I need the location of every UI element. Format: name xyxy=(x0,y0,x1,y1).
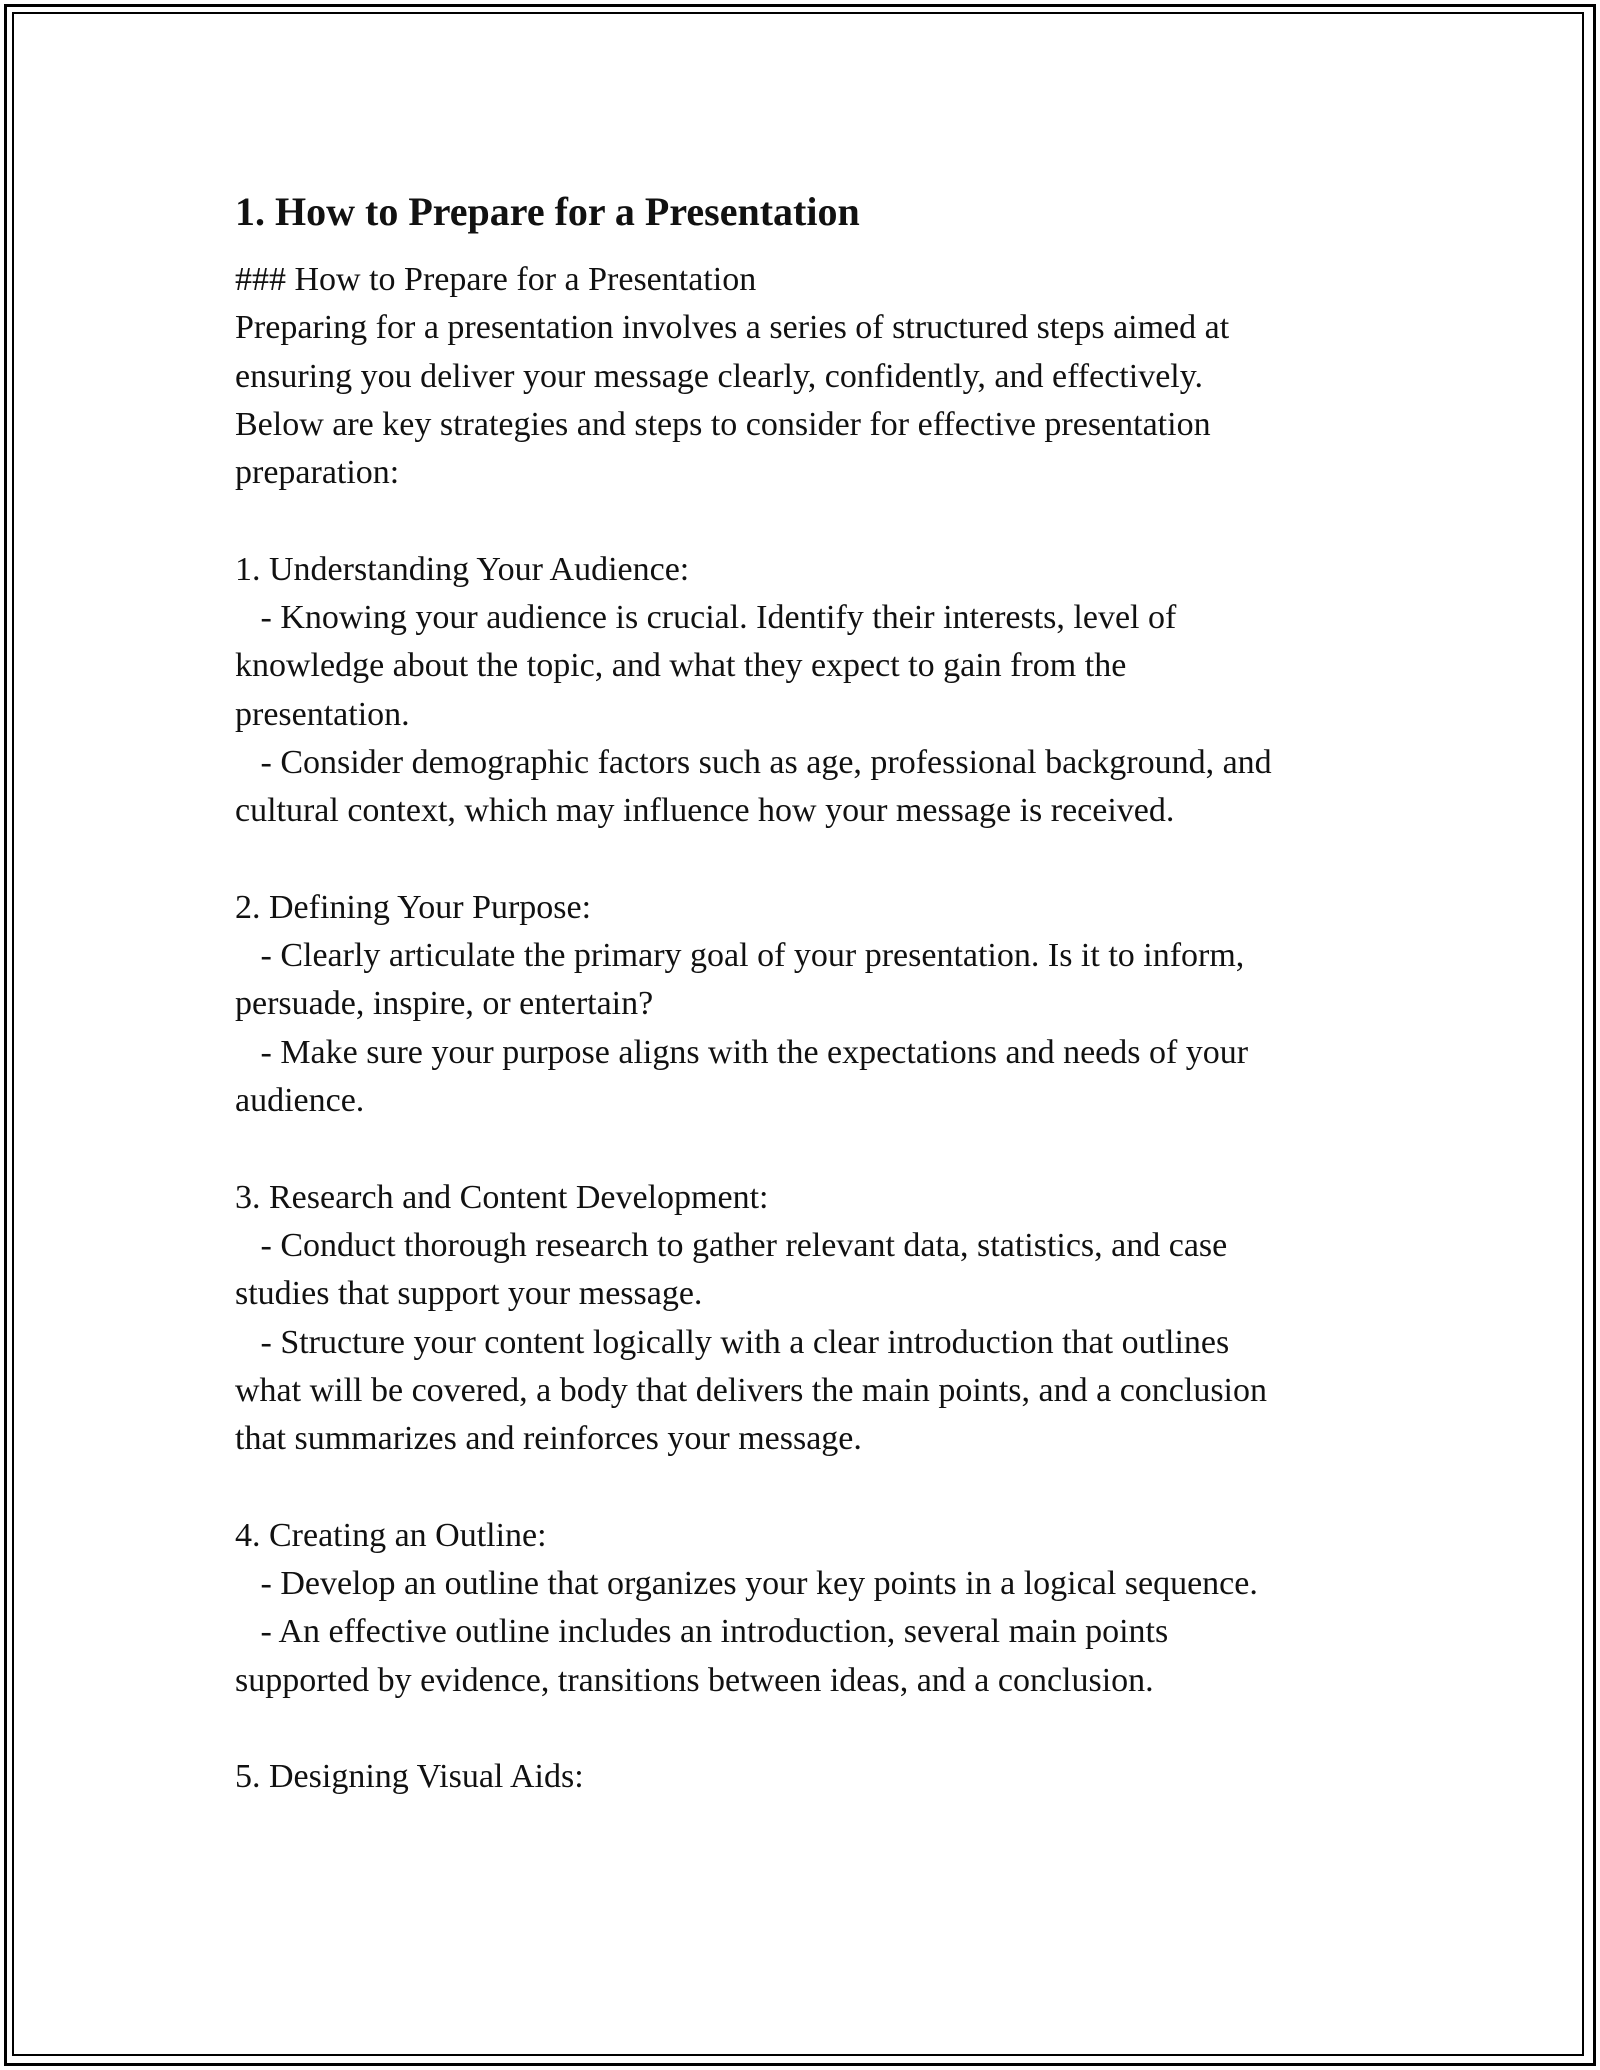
bullet-item: - Clearly articulate the primary goal of your presentation. Is it to inform, persuade, inspire, or entertain? xyxy=(235,937,1245,1023)
markdown-heading-text: ### How to Prepare for a Presentation xyxy=(235,261,757,298)
bullet-item: - Structure your content logically with a clear introduction that outlines what will be covered, a body that delivers the main points, and a conclusion that summarizes and reinforces your message. xyxy=(235,1323,1268,1458)
paragraph-gap xyxy=(235,1705,1365,1753)
document-body xyxy=(235,186,1365,1802)
bullet-item: - Conduct thorough research to gather relevant data, statistics, and case studies that support your message. xyxy=(235,1226,1228,1313)
paragraph-gap xyxy=(235,836,1365,884)
section-heading: 4. Creating an Outline: xyxy=(235,1516,547,1554)
paragraph-gap xyxy=(235,497,1365,545)
section-purpose xyxy=(235,884,1365,1125)
section-outline xyxy=(235,1512,1365,1705)
bullet-item: - An effective outline includes an introduction, several main points supported by evidence, transitions between ideas, and a conclusion. xyxy=(235,1613,1169,1699)
section-heading: 5. Designing Visual Aids: xyxy=(235,1758,584,1796)
document-title: 1. How to Prepare for a Presentation xyxy=(235,189,860,234)
section-audience xyxy=(235,546,1365,836)
bullet-item: - Develop an outline that organizes your key points in a logical sequence. xyxy=(235,1565,1258,1603)
bullet-item: - Consider demographic factors such as age, professional background, and cultural context, which may influence how your message is received. xyxy=(235,743,1272,830)
intro-paragraph: Preparing for a presentation involves a series of structured steps aimed at ensuring you deliver your message clearly, confidently, and effectively. Below are key strategies and steps to consider for effective presentation preparation: xyxy=(235,309,1230,492)
bullet-item: - Make sure your purpose aligns with the expectations and needs of your audience. xyxy=(235,1033,1249,1120)
section-heading: 3. Research and Content Development: xyxy=(235,1178,769,1216)
section-research xyxy=(235,1174,1365,1464)
bullet-item: - Knowing your audience is crucial. Identify their interests, level of knowledge about the topic, and what they expect to gain from the presentation. xyxy=(235,599,1177,733)
section-visual-aids xyxy=(235,1753,1365,1801)
paragraph-gap xyxy=(235,1125,1365,1173)
section-heading: 2. Defining Your Purpose: xyxy=(235,888,592,926)
section-heading: 1. Understanding Your Audience: xyxy=(235,550,690,588)
paragraph-gap xyxy=(235,1463,1365,1511)
